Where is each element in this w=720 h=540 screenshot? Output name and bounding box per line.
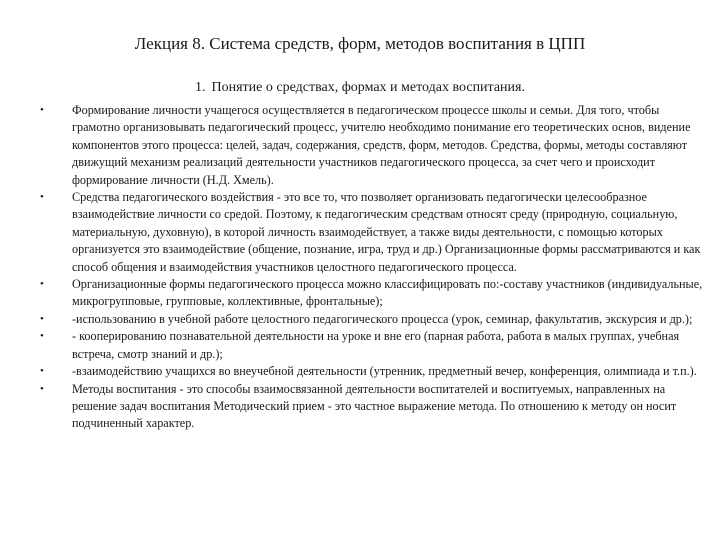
bullet-item: • Формирование личности учащегося осуществляется в педагогическом процессе школы и семьи. Для того, чтобы грамотно организовывать педагогический процесс, учителю необходимо понимание его теоретических основ, видение компонентов этого процесса: целей, задач, содержания, средств, форм, методов. Средства, формы, методы составляют движущий механизм реализаций деятельности участников педагогического процесса, за счет чего и происходит формирование личности (Н.Д. Хмель). (40, 102, 704, 189)
bullet-item: • -использованию в учебной работе целостного педагогического процесса (урок, семинар, факультатив, экскурсия и др.); (40, 311, 704, 328)
bullet-list (40, 102, 704, 433)
slide-subtitle (0, 79, 720, 97)
bullet-item: • Методы воспитания - это способы взаимосвязанной деятельности воспитателей и воспитуемых, направленных на решение задач воспитания Методический прием - это частное выражение метода. По отношению к методу он носит подчиненный характер. (40, 381, 704, 433)
slide-title: Лекция 8. Система средств, форм, методов воспитания в ЦПП (134, 34, 586, 53)
bullet-item: • - кооперированию познавательной деятельности на уроке и вне его (парная работа, работа в малых группах, учебная встреча, смотр знаний и др.); (40, 328, 704, 363)
subtitle-number: 1. (195, 80, 206, 95)
subtitle-text: Понятие о средствах, формах и методах воспитания. (211, 80, 525, 95)
bullet-item: • Средства педагогического воздействия - это все то, что позволяет организовать педагогически целесообразное взаимодействие личности со средой. Поэтому, к педагогическим средствам относят среду (природную, социальную, материальную, духовную), в которой личность взаимодействует, а также виды деятельности, с помощью которых организуется это взаимодействие (общение, познание, игра, труд и др.) Организационные формы рассматриваются и как способ общения и взаимодействия участников целостного педагогического процесса. (40, 189, 704, 276)
bullet-item: • Организационные формы педагогического процесса можно классифицировать по:-составу участников (индивидуальные, микрогрупповые, групповые, коллективные, фронтальные); (40, 276, 704, 311)
bullet-item: • -взаимодействию учащихся во внеучебной деятельности (утренник, предметный вечер, конференция, олимпиада и т.п.). (40, 363, 704, 380)
